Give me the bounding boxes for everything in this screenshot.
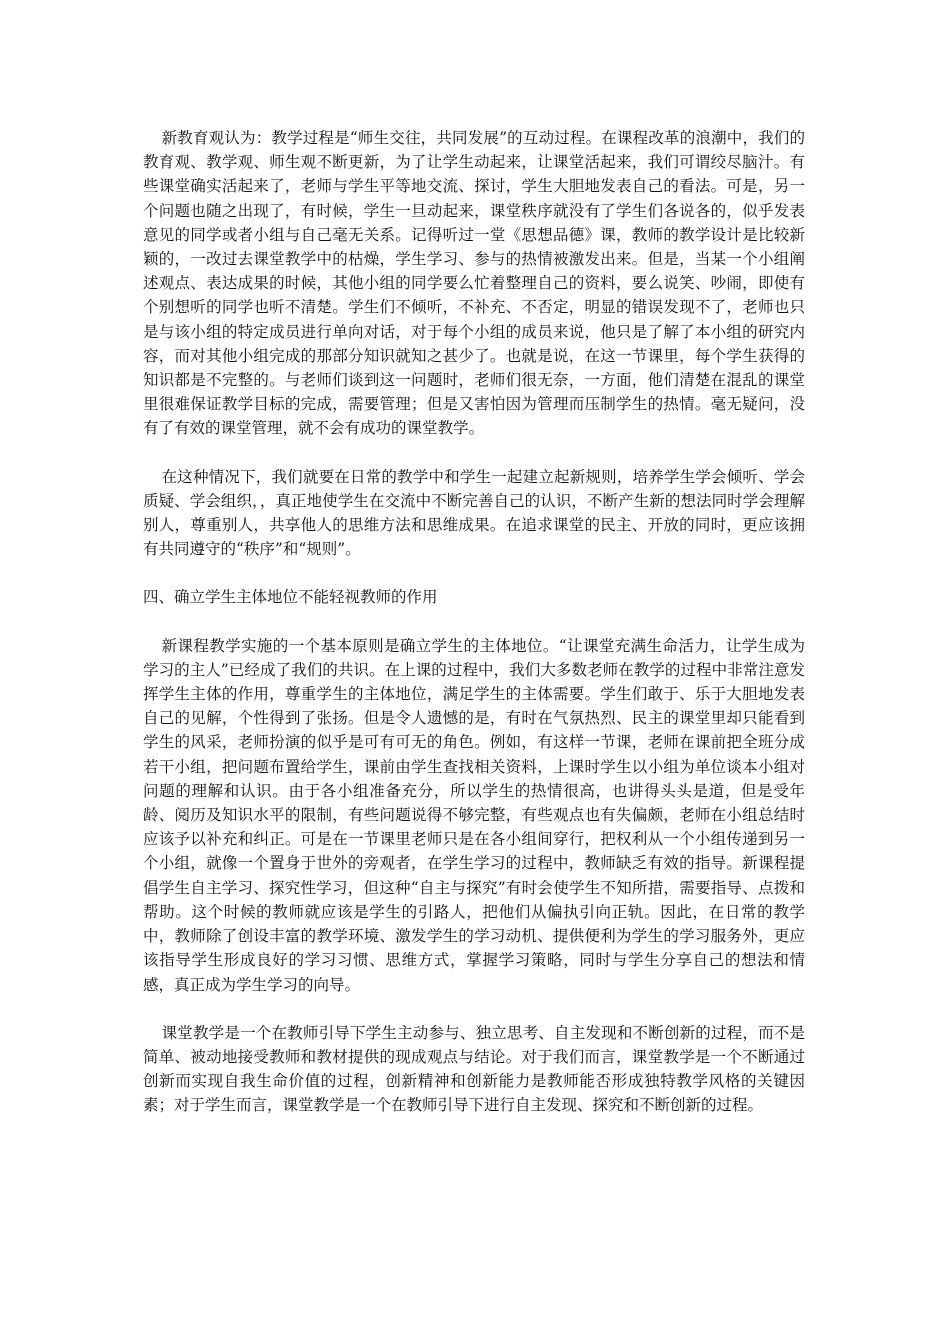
paragraph-student-subject: 新课程教学实施的一个基本原则是确立学生的主体地位。“让课堂充满生命活力，让学生成为学习的主人”已经成了我们的共识。在上课的过程中，我们大多数老师在教学的过程中非常注意发挥学生主体的作用，尊重学生的主体地位，满足学生的主体需要。学生们敢于、乐于大胆地发表自己的见解，个性得到了张扬。但是令人遗憾的是，有时在气氛热烈、民主的课堂里却只能看到学生的风采，老师扮演的似乎是可有可无的角色。例如，有这样一节课，老师在课前把全班分成若干小组，把问题布置给学生，课前由学生查找相关资料，上课时学生以小组为单位谈本小组对问题的理解和认识。由于各小组准备充分，所以学生的热情很高，也讲得头头是道，但是受年龄、阅历及知识水平的限制，有些问题说得不够完整，有些观点也有失偏颇，老师在小组总结时应该予以补充和纠正。可是在一节课里老师只是在各小组间穿行，把权利从一个小组传递到另一个小组，就像一个置身于世外的旁观者，在学生学习的过程中，教师缺乏有效的指导。新课程提倡学生自主学习、探究性学习，但这种“自主与探究”有时会使学生不知所措，需要指导、点拨和帮助。这个时候的教师就应该是学生的引路人，把他们从偏执引向正轨。因此，在日常的教学中，教师除了创设丰富的教学环境、激发学生的学习动机、提供便利为学生的学习服务外，更应该指导学生形成良好的学习习惯、思维方式，掌握学习策略，同时与学生分享自己的想法和情感，真正成为学生学习的向导。 xyxy=(143,636,805,994)
document-body xyxy=(143,126,805,1118)
paragraph-classroom-innovation: 课堂教学是一个在教师引导下学生主动参与、独立思考、自主发现和不断创新的过程，而不是简单、被动地接受教师和教材提供的现成观点与结论。对于我们而言，课堂教学是一个不断通过创新而实现自我生命价值的过程，创新精神和创新能力是教师能否形成独特教学风格的关键因素；对于学生而言，课堂教学是一个在教师引导下进行自主发现、探究和不断创新的过程。 xyxy=(143,1023,805,1115)
section-heading: 四、确立学生主体地位不能轻视教师的作用 xyxy=(143,588,438,607)
paragraph-new-rules: 在这种情况下，我们就要在日常的教学中和学生一起建立起新规则，培养学生学会倾听、学会质疑、学会组织，，真正地使学生在交流中不断完善自己的认识，不断产生新的想法同时学会理解别人，尊重别人，共享他人的思维方法和思维成果。在追求课堂的民主、开放的同时，更应该拥有共同遵守的“秩序”和“规则”。 xyxy=(143,467,805,559)
paragraph-teaching-process: 新教育观认为：教学过程是“师生交往，共同发展”的互动过程。在课程改革的浪潮中，我们的教育观、教学观、师生观不断更新，为了让学生动起来，让课堂活起来，我们可谓绞尽脑汁。有些课堂确实活起来了，老师与学生平等地交流、探讨，学生大胆地发表自己的看法。可是，另一个问题也随之出现了，有时候，学生一旦动起来，课堂秩序就没有了学生们各说各的，似乎发表意见的同学或者小组与自己毫无关系。记得听过一堂《思想品德》课，教师的教学设计是比较新颖的，一改过去课堂教学中的枯燥，学生学习、参与的热情被激发出来。但是，当某一个小组阐述观点、表达成果的时候，其他小组的同学要么忙着整理自己的资料，要么说笑、吵闹，即使有个别想听的同学也听不清楚。学生们不倾听，不补充、不否定，明显的错误发现不了，老师也只是与该小组的特定成员进行单向对话，对于每个小组的成员来说，他只是了解了本小组的研究内容，而对其他小组完成的那部分知识就知之甚少了。也就是说，在这一节课里，每个学生获得的知识都是不完整的。与老师们谈到这一问题时，老师们很无奈，一方面，他们清楚在混乱的课堂里很难保证教学目标的完成，需要管理；但是又害怕因为管理而压制学生的热情。毫无疑问，没有了有效的课堂管理，就不会有成功的课堂教学。 xyxy=(143,129,805,438)
